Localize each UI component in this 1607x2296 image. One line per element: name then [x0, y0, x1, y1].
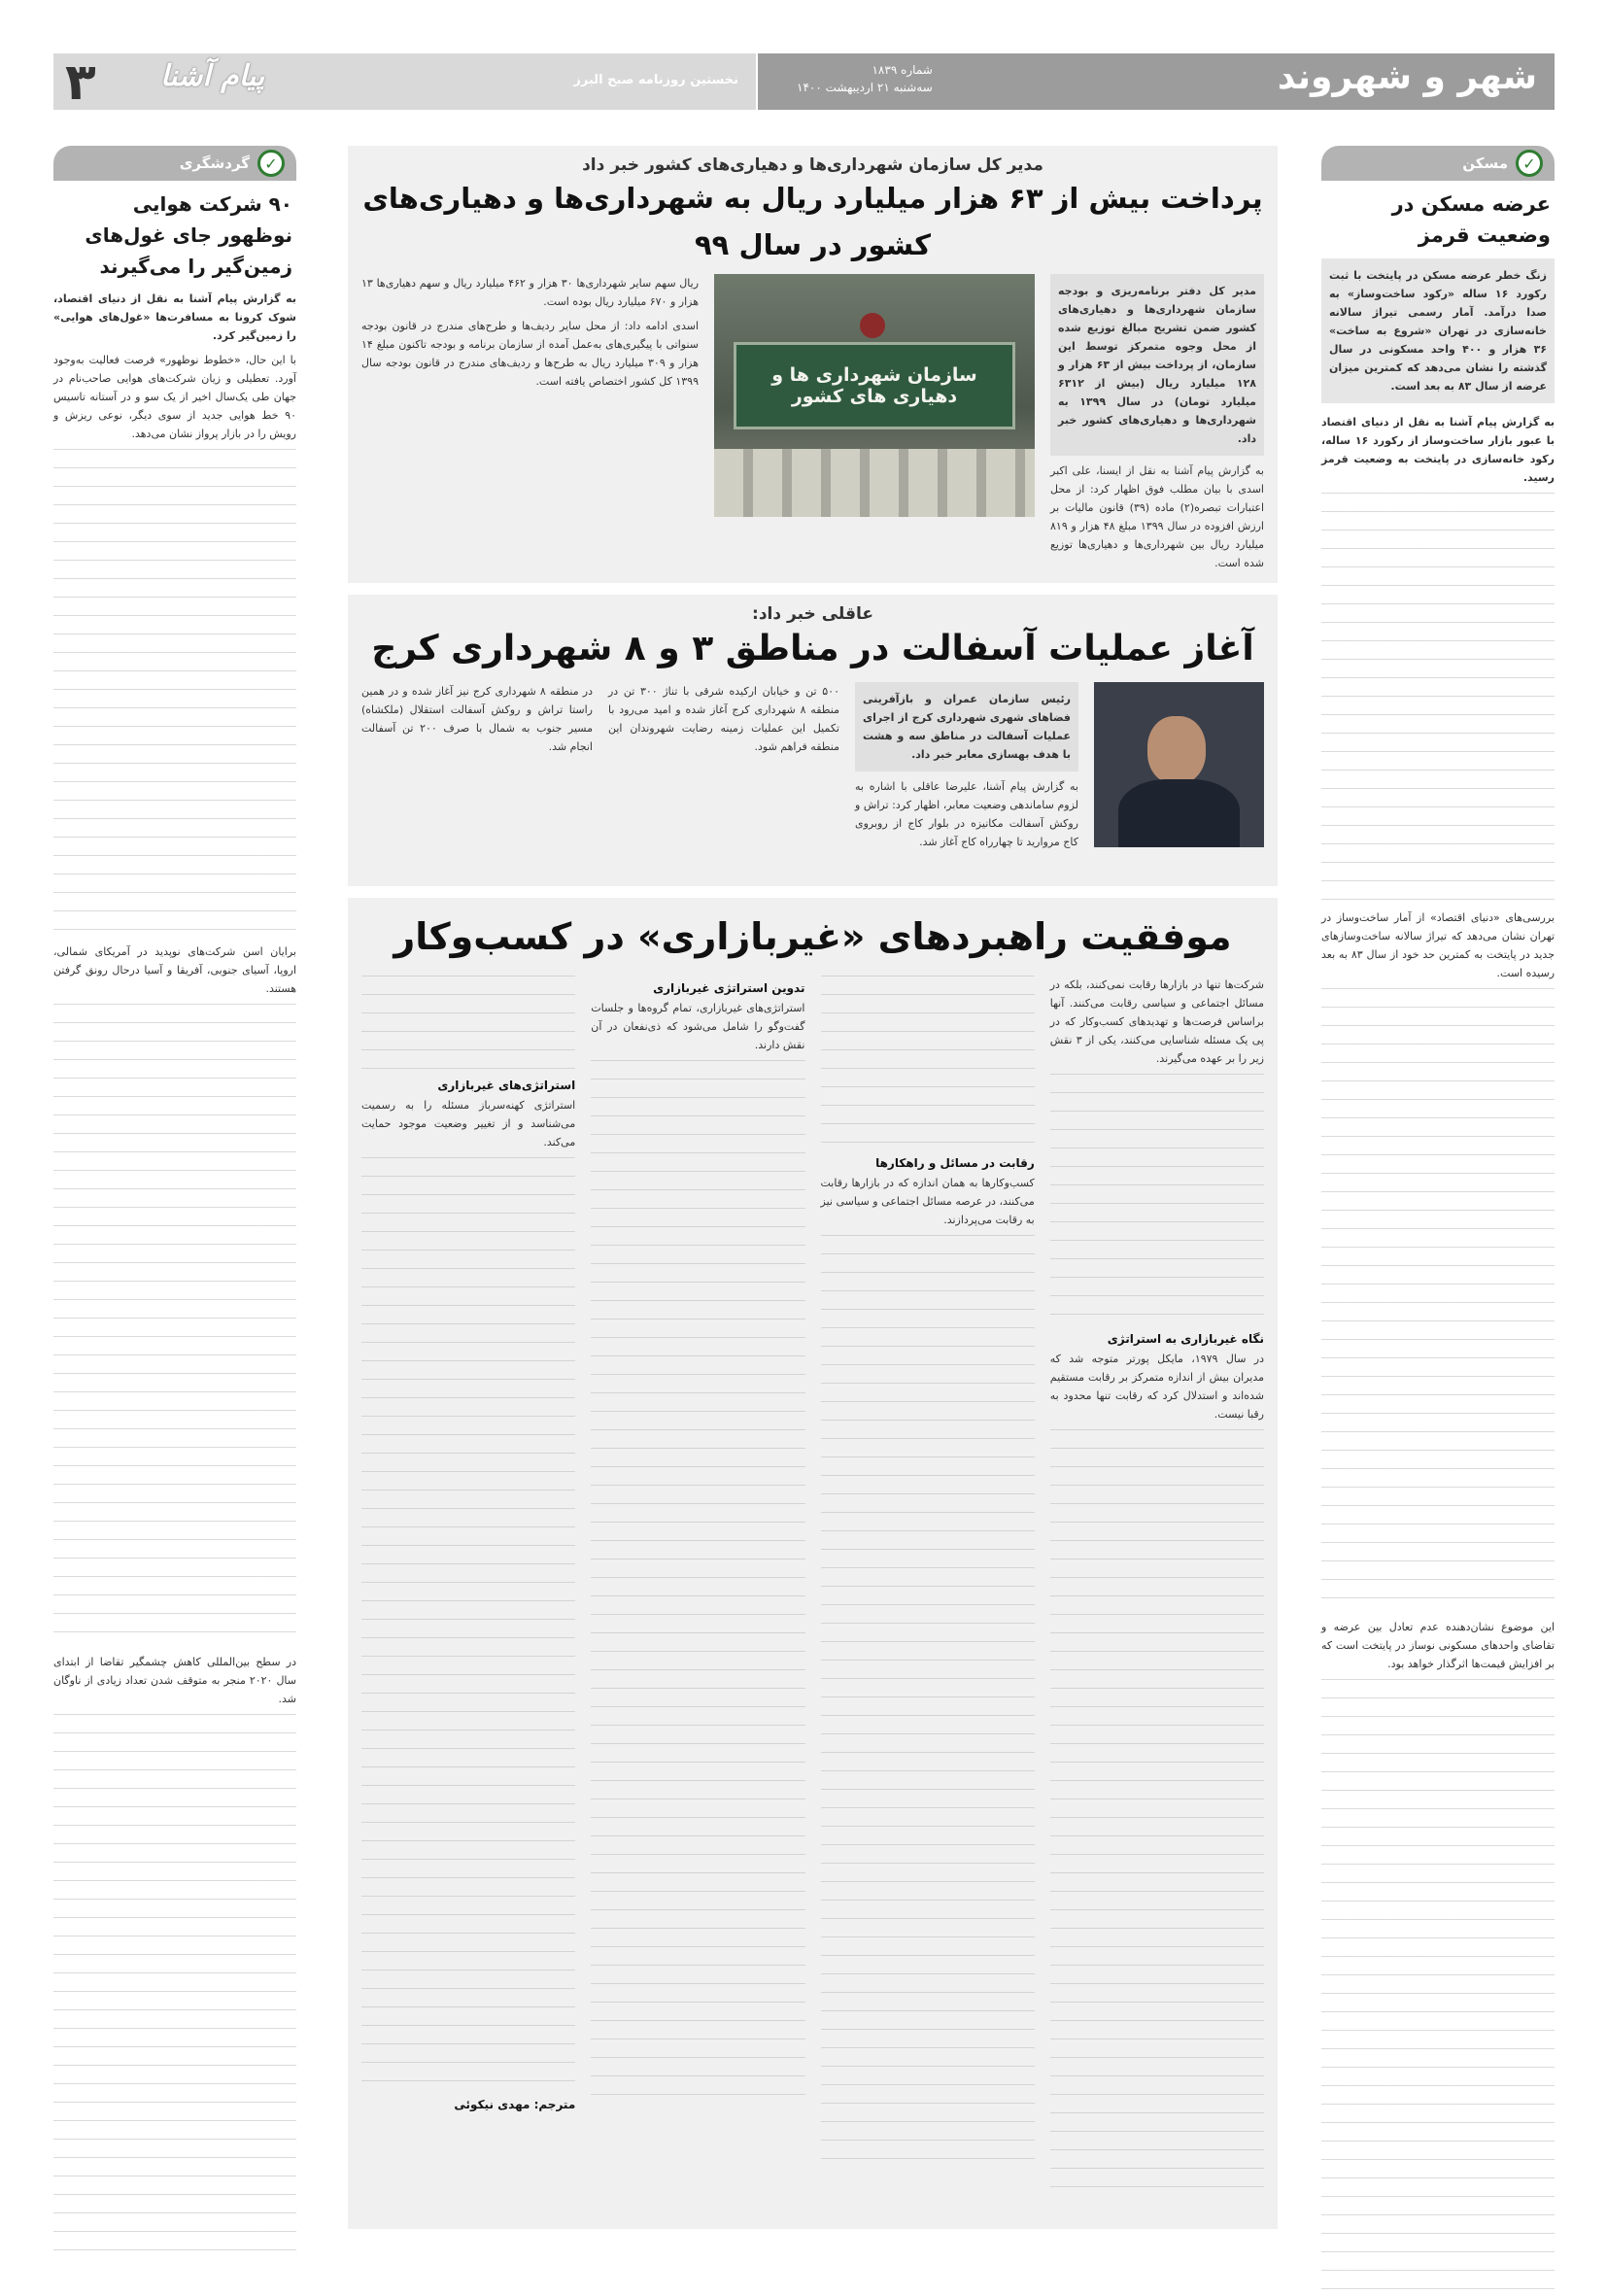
checkmark-icon: ✓: [1516, 150, 1543, 177]
article-text-column: [855, 682, 1078, 851]
article-columns: [348, 274, 1278, 572]
category-bar: [1321, 146, 1555, 181]
article-body: [1321, 413, 1555, 487]
article-headline: پرداخت بیش از ۶۳ هزار میلیارد ریال به شهرداری‌ها و دهیاری‌های کشور در سال ۹۹: [362, 182, 1263, 261]
article-columns: [348, 976, 1278, 2187]
body-paragraph: به گزارش پیام آشنا به نقل از ایسنا، علی اکبر اسدی با بیان مطلب فوق اظهار کرد: از محل اعتبارات تبصره(۲) ماده (۳۹) قانون مالیات بر ارزش افزوده در سال ۱۳۹۹ مبلغ ۴۸ هزار و ۸۱۹ میلیارد ریال بین شهرداری‌ها و دهیاری‌ها توزیع شده است.: [1050, 464, 1265, 569]
section-title: شهر و شهروند: [1277, 57, 1537, 97]
text-block: [1050, 1074, 1264, 1326]
article-subhead: رقابت در مسائل و راهکارها: [875, 1156, 1035, 1170]
article-columns: [348, 682, 1278, 851]
body-paragraph: این موضوع نشان‌دهنده عدم تعادل بین عرضه و تقاضای واحدهای مسکونی نوساز در پایتخت است که بر افزایش قیمت‌ها اثرگذار خواهد بود.: [1321, 1621, 1555, 1670]
body-paragraph: به گزارش پیام آشنا به نقل از دنیای اقتصاد با عبور بازار ساخت‌وساز از رکورد ۱۶ ساله، رکود خانه‌سازی در پایتخت به وضعیت قرمز رسید.: [1321, 416, 1556, 484]
body-paragraph: برایان اسن شرکت‌های نوپدید در آمریکای شمالی، اروپا، آسیای جنوبی، آفریقا و آسیا درحال رونق گرفتن هستند.: [53, 945, 296, 995]
text-block: [821, 1235, 1035, 2168]
body-paragraph: اسدی ادامه داد: از محل سایر ردیف‌ها و طرح‌های مندرج در قانون بودجه سنواتی با پیگیری‌های به‌عمل آمده از سازمان برنامه و بودجه تاکنون مبلغ ۱۴ هزار و ۳۰۹ میلیارد ریال به طرح‌ها و ردیف‌های مندرج در قانون بودجه سال ۱۳۹۹ کل کشور اختصاص یافته است.: [361, 320, 700, 388]
article-box: [348, 595, 1278, 886]
text-block: [53, 1714, 296, 2258]
article-text-column: [361, 682, 593, 851]
body-paragraph: استراتژی کهنه‌سرباز مسئله را به رسمیت می‌شناسد و از تغییر وضعیت موجود حمایت می‌کند.: [361, 1099, 576, 1148]
article-lead: رئیس سازمان عمران و بازآفرینی فضاهای شهری شهرداری کرج از اجرای عملیات آسفالت در مناطق سه و هشت با هدف بهسازی معابر خبر داد.: [855, 682, 1078, 771]
article-text-column: [591, 976, 804, 2187]
text-block: [361, 1157, 575, 2090]
article-box: [348, 898, 1278, 2229]
newspaper-tagline: نخستین روزنامه صبح البرز: [573, 73, 738, 87]
body-paragraph: به گزارش پیام آشنا، علیرضا عاقلی با اشاره به لزوم ساماندهی وضعیت معابر، اظهار کرد: تراش و روکش آسفالت مکانیزه در بلوار کاج از روبروی کاج مروارید تا چهارراه کاج آغاز شد.: [855, 780, 1078, 848]
text-block: [1050, 1429, 1264, 2187]
body-paragraph: در منطقه ۸ شهرداری کرج نیز آغاز شده و در همین راستا تراش و روکش آسفالت استقلال (ملکشاه) مسیر جنوب به شمال با صرف ۲۰۰ تن آسفالت انجام شد.: [361, 685, 593, 753]
body-paragraph: شرکت‌ها تنها در بازارها رقابت نمی‌کنند، بلکه در مسائل اجتماعی و سیاسی رقابت می‌کنند. آنها براساس فرصت‌ها و تهدیدهای کسب‌وکار که در پی یک مسئله شناسایی می‌کنند، یکی از ۳ نقش زیر را بر عهده می‌گیرند.: [1049, 978, 1264, 1065]
article-subhead: نگاه غیربازاری به استراتژی: [1107, 1332, 1264, 1346]
issue-date: سه‌شنبه ۲۱ اردیبهشت ۱۴۰۰: [797, 81, 933, 94]
article-kicker: مدیر کل سازمان شهرداری‌ها و دهیاری‌های کشور خبر داد: [582, 155, 1043, 175]
newspaper-header: [53, 53, 758, 110]
article-text-column: [821, 976, 1035, 2187]
center-column: [348, 146, 1278, 2235]
text-block: [1321, 988, 1555, 1610]
body-paragraph: استراتژی‌های غیربازاری، تمام گروه‌ها و جلسات گفت‌وگو را شامل می‌شود که ذی‌نفعان در آن نقش دارند.: [591, 1002, 805, 1051]
article-headline: آغاز عملیات آسفالت در مناطق ۳ و ۸ شهرداری کرج: [371, 629, 1254, 668]
article-text-column: [361, 274, 699, 572]
emblem-icon: [860, 313, 885, 338]
article-photo: [714, 274, 1035, 517]
article-title: ۹۰ شرکت هوایی نوظهور جای غول‌های زمین‌گیر را می‌گیرند: [85, 192, 292, 278]
body-paragraph: با این حال، «خطوط نوظهور» فرصت فعالیت به‌وجود آورد. تعطیلی و زیان شرکت‌های هوایی صاحب‌نام در جهان طی یک‌سال اخیر از یک سو و در آستانه تاسیس ۹۰ خط هوایی جدید از سوی دیگر، نوعی ریزش و رویش را در بازار پرواز نشان می‌دهد.: [53, 354, 296, 440]
article-lead: زنگ خطر عرضه مسکن در پایتخت با ثبت رکورد ۱۶ ساله «رکود ساخت‌وساز» به صدا درآمد. آمار رسمی تیراژ سالانه خانه‌سازی در تهران «شروع به ساخت» ۳۶ هزار و ۴۰۰ واحد مسکونی در سال گذشته را نشان می‌دهد که کمترین میزان عرضه از سال ۸۳ به بعد است.: [1321, 258, 1555, 403]
text-block: [53, 1004, 296, 1645]
section-header: [758, 53, 1555, 110]
article-text-column: [361, 976, 575, 2187]
article-text-column: [1050, 976, 1264, 2187]
text-block: [821, 976, 1035, 1150]
text-block: [591, 1060, 804, 2109]
text-block: [1321, 493, 1555, 901]
newspaper-logo: پیام آشنا: [160, 59, 265, 93]
page-number: ۳: [65, 53, 96, 112]
right-column: [1321, 146, 1555, 2235]
building-sign: سازمان شهرداری ها و دهیاری های کشور: [734, 342, 1015, 429]
article-text-column: [608, 682, 839, 851]
article-title: عرضه مسکن در وضعیت قرمز: [1391, 192, 1551, 247]
article-kicker: عاقلی خبر داد:: [752, 604, 873, 624]
body-paragraph: ۵۰۰ تن و خیابان ارکیده شرقی با تناژ ۳۰۰ تن در منطقه ۸ شهرداری کرج آغاز شده و امید می‌رود با تکمیل این عملیات زمینه رضایت شهروندان این منطقه فراهم شود.: [608, 685, 839, 753]
article-text-column: [1050, 274, 1264, 572]
text-block: [361, 976, 575, 1073]
body-paragraph: به گزارش پیام آشنا به نقل از دنیای اقتصاد، شوک کرونا به مسافرت‌ها «غول‌های هوایی» را زمین‌گیر کرد.: [53, 292, 296, 342]
body-paragraph: بررسی‌های «دنیای اقتصاد» از آمار ساخت‌وساز در تهران نشان می‌دهد که تیراژ سالانه ساخت‌وسازهای جدید در پایتخت به کمترین حد خود از سال ۸۳ به بعد رسیده است.: [1321, 911, 1555, 979]
article-lead: مدیر کل دفتر برنامه‌ریزی و بودجه سازمان شهرداری‌ها و دهیاری‌های کشور ضمن تشریح مبالغ توزیع شده از محل وجوه متمرکز توسط این سازمان، از پرداخت بیش از ۶۳ هزار و ۱۲۸ میلیارد ریال (بیش از ۶۳۱۲ میلیارد تومان) در سال ۱۳۹۹ به شهرداری‌ها و دهیاری‌های کشور خبر داد.: [1050, 274, 1264, 456]
body-paragraph: در سطح بین‌المللی کاهش چشمگیر تقاضا از ابتدای سال ۲۰۲۰ منجر به متوقف شدن تعداد زیادی از ناوگان شد.: [53, 1656, 297, 1705]
issue-number: شماره ۱۸۳۹: [872, 63, 933, 77]
masthead: [53, 53, 1555, 110]
article-subhead: تدوین استراتژی غیربازاری: [653, 981, 805, 995]
left-column: [53, 146, 296, 2235]
text-block: [1321, 1679, 1555, 2296]
article-body: [53, 290, 296, 443]
category-label: گردشگری: [179, 154, 250, 172]
category-label: مسکن: [1462, 154, 1508, 172]
checkmark-icon: ✓: [257, 150, 285, 177]
text-block: [53, 449, 296, 935]
person-photo: [1094, 682, 1264, 847]
category-bar: [53, 146, 296, 181]
article-box: [348, 146, 1278, 583]
body-paragraph: در سال ۱۹۷۹، مایکل پورتر متوجه شد که مدیران بیش از اندازه متمرکز بر رقابت مستقیم شده‌اند و استدلال کرد که رقابت تنها محدود به رقبا نیست.: [1049, 1353, 1265, 1421]
translator-credit: مترجم: مهدی نیکوئی: [454, 2098, 576, 2111]
article-headline: موفقیت راهبردهای «غیربازاری» در کسب‌وکار: [393, 915, 1232, 958]
article-subhead: استراتژی‌های غیربازاری: [437, 1079, 576, 1092]
issue-info: [797, 61, 933, 96]
body-paragraph: کسب‌وکارها به همان اندازه که در بازارها رقابت می‌کنند، در عرصه مسائل اجتماعی و سیاسی نیز به رقابت می‌پردازند.: [820, 1177, 1035, 1226]
body-paragraph: ریال سهم سایر شهرداری‌ها ۳۰ هزار و ۴۶۲ میلیارد ریال و سهم دهیاری‌ها ۱۳ هزار و ۶۷۰ میلیارد ریال بوده است.: [361, 277, 700, 308]
